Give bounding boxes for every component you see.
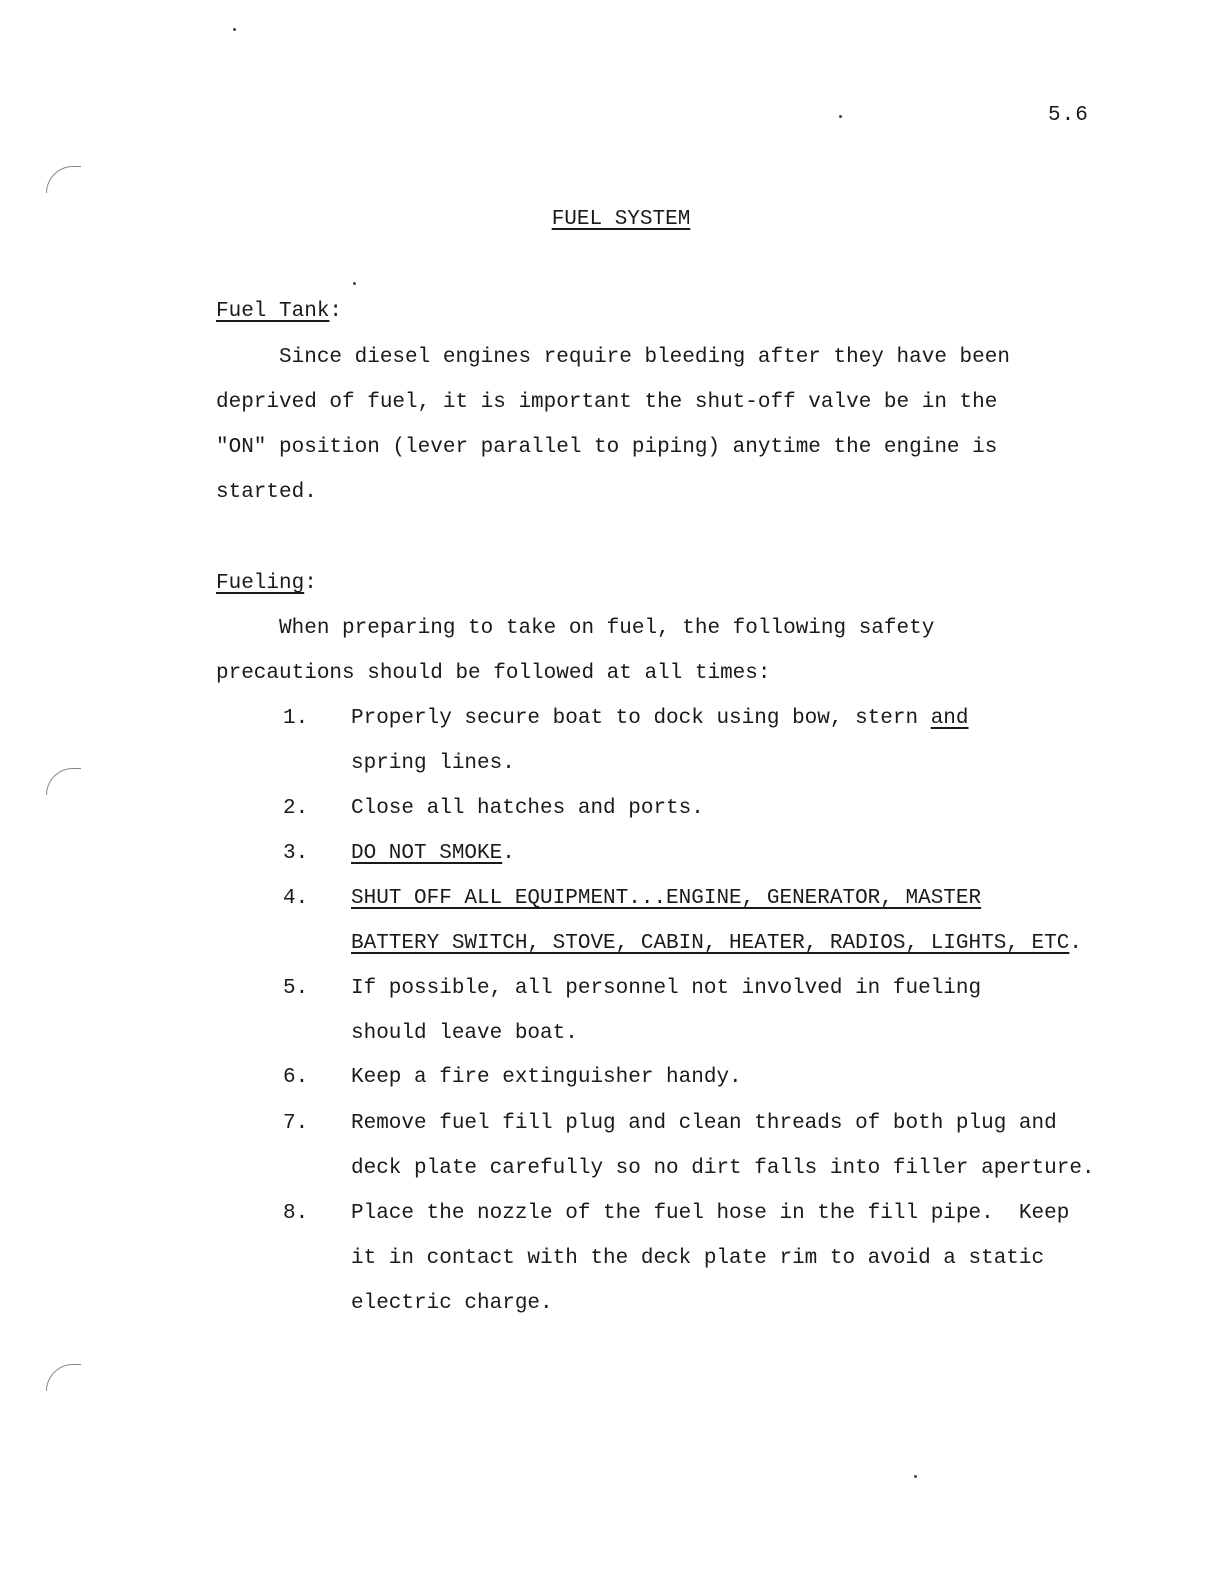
binder-hole-mark [46,1364,81,1391]
fueling-intro [216,617,1116,707]
scan-speck [914,1475,917,1478]
list-item-underlined-text: DO NOT SMOKE [351,842,503,865]
binder-hole-mark [46,166,81,193]
list-item-line [351,887,1082,932]
list-item-line: If possible, all personnel not involved in fueling [351,977,982,1000]
page-number: 5.6 [1048,104,1089,127]
fuel-tank-line: deprived of fuel, it is important the shut-off valve be in the [216,391,998,414]
fuel-tank-line: "ON" position (lever parallel to piping) anytime the engine is [216,436,998,459]
list-item-line: spring lines. [351,752,515,775]
list-item-line: Remove fuel fill plug and clean threads of both plug and [351,1112,1057,1135]
list-item-number: 5. [283,977,309,1000]
fuel-tank-heading-text: Fuel Tank [216,300,330,323]
list-item-number: 7. [283,1112,309,1135]
list-item-number: 1. [283,707,309,730]
fueling-intro-line: When preparing to take on fuel, the following safety [216,617,935,640]
list-item-body [351,1066,742,1111]
scan-speck [233,28,236,31]
fueling-heading: Fueling: [216,572,317,595]
list-item-underlined-text: and [930,707,969,730]
list-item-body [351,1112,1095,1202]
list-item-body [351,842,515,887]
list-item-text: . [1069,932,1082,955]
list-item-number: 3. [283,842,309,865]
list-item-number: 2. [283,797,309,820]
list-item-line: Close all hatches and ports. [351,797,704,820]
list-item-body [351,797,704,842]
list-item-body [351,887,1082,977]
fuel-tank-line: Since diesel engines require bleeding after they have been [216,346,1010,369]
list-item-line: Keep a fire extinguisher handy. [351,1066,742,1089]
list-item-line [351,842,515,887]
list-item-line: Place the nozzle of the fuel hose in the fill pipe. Keep [351,1202,1070,1225]
fuel-tank-heading: Fuel Tank: [216,300,343,323]
list-item-line [351,707,969,752]
fuel-tank-paragraph [216,346,1116,526]
binder-hole-mark [46,768,81,795]
list-item-line: electric charge. [351,1292,553,1315]
list-item-line: should leave boat. [351,1022,578,1045]
list-item-number: 6. [283,1066,309,1089]
page-title [0,208,1230,231]
list-item-line: deck plate carefully so no dirt falls into filler aperture. [351,1157,1095,1180]
list-item-underlined-text: SHUT OFF ALL EQUIPMENT...ENGINE, GENERATOR, MASTER [351,887,982,910]
list-item-text: Properly secure boat to dock using bow, stern [351,707,931,730]
fuel-tank-line: started. [216,481,317,504]
scan-speck [839,115,842,118]
scan-speck [353,282,356,285]
list-item-body [351,977,981,1067]
page-title-text: FUEL SYSTEM [551,208,691,231]
list-item-text: . [502,842,515,865]
list-item-line [351,932,1082,977]
list-item-body [351,1202,1069,1337]
list-item-underlined-text: BATTERY SWITCH, STOVE, CABIN, HEATER, RADIOS, LIGHTS, ETC [351,932,1070,955]
list-item-number: 8. [283,1202,309,1225]
fueling-heading-text: Fueling [216,572,305,595]
fueling-intro-line: precautions should be followed at all times: [216,662,771,685]
list-item-line: it in contact with the deck plate rim to avoid a static [351,1247,1045,1270]
list-item-body [351,707,969,797]
list-item-number: 4. [283,887,309,910]
